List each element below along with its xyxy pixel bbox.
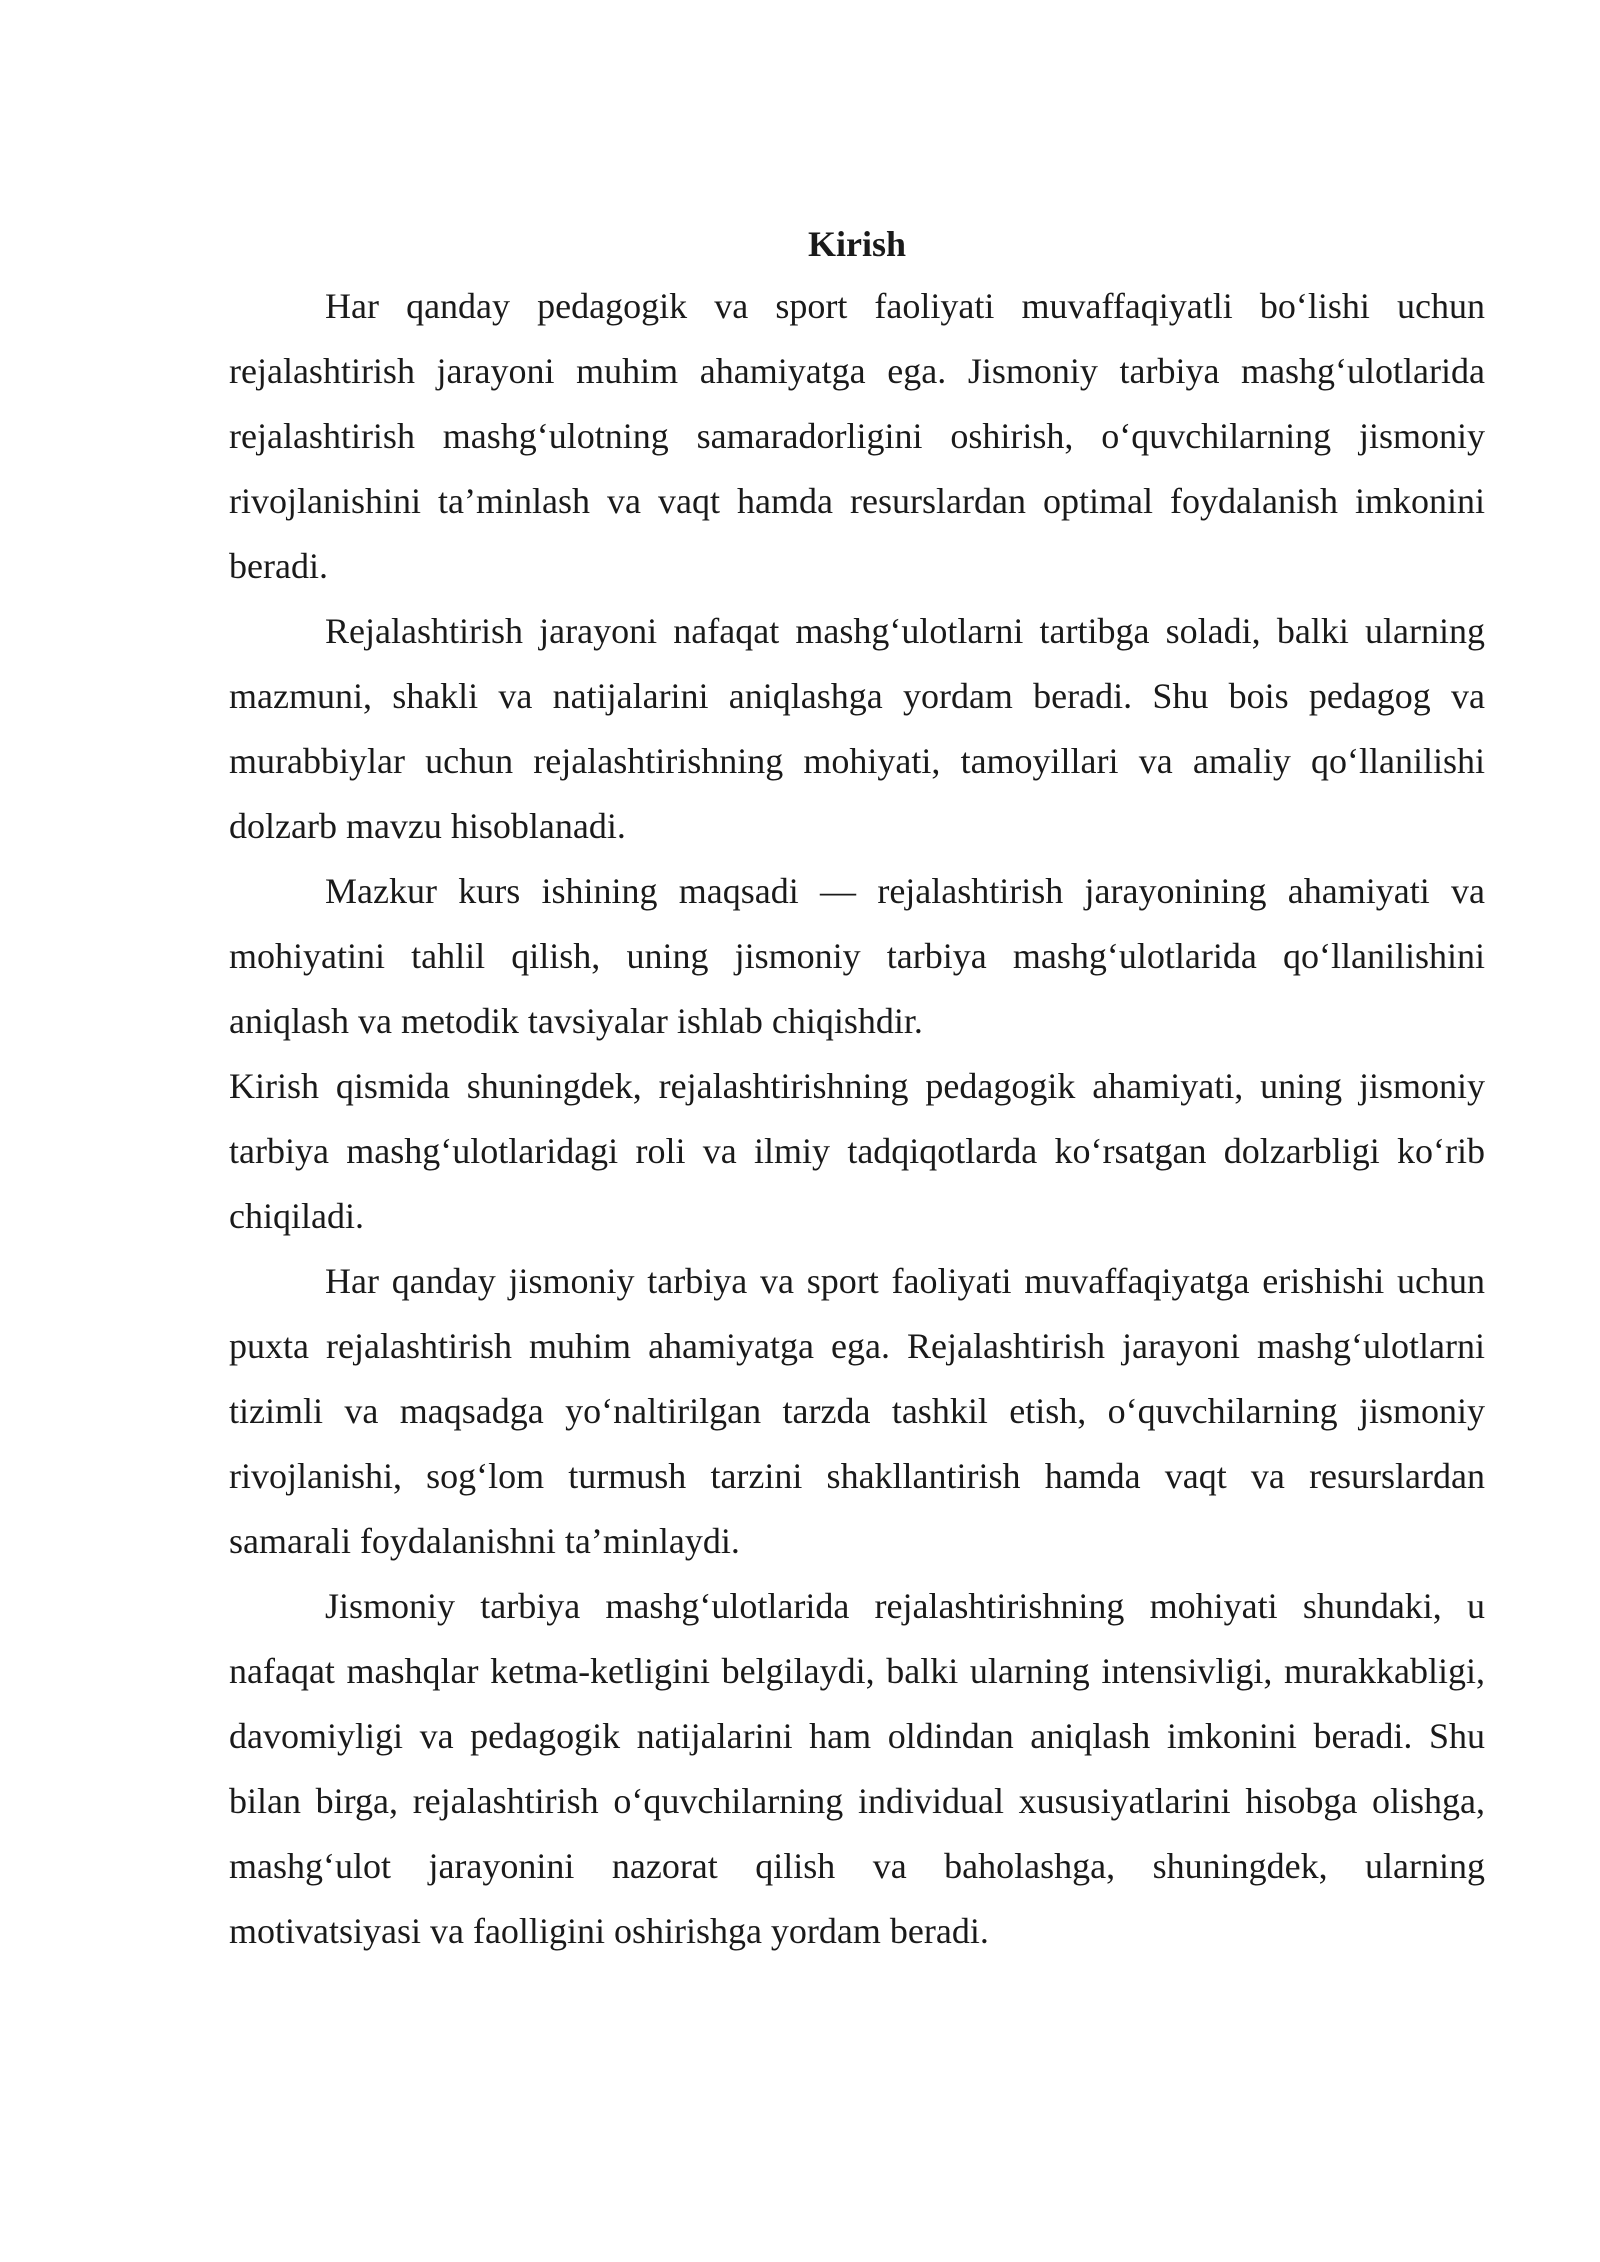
paragraph-4: Kirish qismida shuningdek, rejalashtirishning pedagogik ahamiyati, uning jismoniy tarbiya mashg‘ulotlaridagi roli va ilmiy tadqiqotlarda ko‘rsatgan dolzarbligi ko‘rib chiqiladi. [229,1066,1485,1236]
paragraph-1: Har qanday pedagogik va sport faoliyati muvaffaqiyatli bo‘lishi uchun rejalashtirish jarayoni muhim ahamiyatga ega. Jismoniy tarbiya mashg‘ulotlarida rejalashtirish mashg‘ulotning samaradorligini oshirish, o‘quvchilarning jismoniy rivojlanishini ta’minlash va vaqt hamda resurslardan optimal foydalanish imkonini beradi. [229,286,1485,586]
paragraph-6: Jismoniy tarbiya mashg‘ulotlarida rejalashtirishning mohiyati shundaki, u nafaqat mashqlar ketma-ketligini belgilaydi, balki ularning intensivligi, murakkabligi, davomiyligi va pedagogik natijalarini ham oldindan aniqlash imkonini beradi. Shu bilan birga, rejalashtirish o‘quvchilarning individual xususiyatlarini hisobga olishga, mashg‘ulot jarayonini nazorat qilish va baholashga, shuningdek, ularning motivatsiyasi va faolligini oshirishga yordam beradi. [229,1586,1485,1951]
paragraph-2: Rejalashtirish jarayoni nafaqat mashg‘ulotlarni tartibga soladi, balki ularning mazmuni, shakli va natijalarini aniqlashga yordam beradi. Shu bois pedagog va murabbiylar uchun rejalashtirishning mohiyati, tamoyillari va amaliy qo‘llanilishi dolzarb mavzu hisoblanadi. [229,611,1485,846]
paragraph-3: Mazkur kurs ishining maqsadi — rejalashtirish jarayonining ahamiyati va mohiyatini tahlil qilish, uning jismoniy tarbiya mashg‘ulotlarida qo‘llanilishini aniqlash va metodik tavsiyalar ishlab chiqishdir. [229,871,1485,1041]
document-body [229,214,1485,1964]
paragraph-5: Har qanday jismoniy tarbiya va sport faoliyati muvaffaqiyatga erishishi uchun puxta rejalashtirish muhim ahamiyatga ega. Rejalashtirish jarayoni mashg‘ulotlarni tizimli va maqsadga yo‘naltirilgan tarzda tashkil etish, o‘quvchilarning jismoniy rivojlanishi, sog‘lom turmush tarzini shakllantirish hamda vaqt va resurslardan samarali foydalanishni ta’minlaydi. [229,1261,1485,1561]
page-title: Kirish [807,224,906,264]
